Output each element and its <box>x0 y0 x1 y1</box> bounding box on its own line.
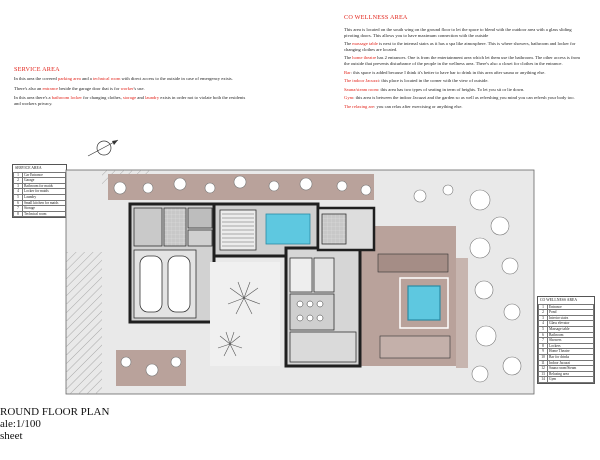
paragraph-text: and a <box>80 76 93 81</box>
legend-number: 5 <box>539 326 548 332</box>
description-paragraph <box>344 95 582 101</box>
lockers <box>314 258 334 292</box>
laundry-room <box>164 208 186 246</box>
legend-number: 14 <box>539 377 548 383</box>
description-paragraph <box>14 95 250 106</box>
highlighted-term: The indoor Jacuzzi <box>344 78 379 84</box>
maids-locker <box>188 208 212 228</box>
description-paragraph <box>344 27 582 38</box>
wellness-paragraphs <box>344 27 582 110</box>
legend-number: 7 <box>539 338 548 344</box>
plan-sheet: sheet <box>0 430 23 442</box>
wellness-heading: CO WELLNESS AREA <box>344 14 408 21</box>
legend-number: 12 <box>539 366 548 372</box>
highlighted-term: laundry <box>145 95 160 101</box>
floor-plan <box>60 166 540 398</box>
title-block <box>0 406 120 442</box>
description-paragraph <box>344 41 582 52</box>
paragraph-text: : this place is located in the corner with the view of outside. <box>378 78 489 84</box>
wellness-legend <box>537 296 595 384</box>
legend-row <box>14 211 66 217</box>
bathroom-wellness <box>322 214 346 244</box>
legend-label: Garage <box>23 178 66 184</box>
legend-number: 4 <box>539 321 548 327</box>
showers <box>290 258 312 292</box>
paragraph-text: : this area is between the indoor Jacuzzi and the garden so as well as refreshing you mind you can refresh your body too. <box>353 95 575 101</box>
paragraph-text: This area is located on the south wing on the ground floor to let the space to blend with the outdoor area with a glass sliding pivoting doors. This allows you to have maximum connection with the outside <box>344 27 572 38</box>
legend-number: 9 <box>539 349 548 355</box>
legend-number: 6 <box>539 332 548 338</box>
service-legend <box>12 164 67 218</box>
paragraph-text: exists in order not to violate both the residents and workers privacy. <box>14 95 246 106</box>
service-paragraphs <box>14 76 250 106</box>
legend-number: 2 <box>14 178 23 184</box>
plan-scale: ale:1/100 <box>0 418 41 430</box>
paragraph-text: In this area the covered <box>14 76 59 81</box>
description-paragraph <box>344 87 582 93</box>
legend-label: Laundry <box>23 194 66 200</box>
legend-label: Massage table <box>548 326 594 332</box>
north-arrow-icon <box>86 136 120 160</box>
legend-number: 1 <box>539 304 548 310</box>
legend-number: 3 <box>14 183 23 189</box>
storage-room <box>188 230 212 246</box>
description-paragraph <box>14 86 250 92</box>
highlighted-term: technical room <box>92 76 121 81</box>
central-garden <box>210 262 280 366</box>
legend-label: Interior stairs <box>548 315 594 321</box>
wellness-description <box>344 14 582 113</box>
gym-area <box>380 336 450 358</box>
home-theatre <box>290 332 356 362</box>
service-legend-title: SERVICE AREA <box>15 166 42 170</box>
legend-number: 8 <box>539 343 548 349</box>
paragraph-text: : this area has two types of seating in term of heights. To let you sit or lie down. <box>378 86 525 92</box>
highlighted-term: The relaxing are <box>344 103 375 109</box>
bar-counter <box>378 254 448 272</box>
car-right <box>168 256 190 312</box>
legend-label: Bathroom for maids <box>23 183 66 189</box>
paragraph-text: : you can relax after exercising or anything else. <box>374 103 463 109</box>
legend-label: Bathroom <box>548 332 594 338</box>
paragraph-text: : this space is added because I think it's better to have bar to drink in this area after sauna or anything else. <box>350 69 546 75</box>
legend-label: Relaxing area <box>548 371 594 377</box>
plan-title: ROUND FLOOR PLAN <box>0 406 110 418</box>
highlighted-term: Sauna/steam room <box>344 86 379 92</box>
legend-number: 13 <box>539 371 548 377</box>
legend-label: Gym <box>548 377 594 383</box>
pond <box>266 214 310 244</box>
legend-label: Sauna room/Steam <box>548 366 594 372</box>
paragraph-text: and <box>136 95 146 101</box>
paragraph-text: for changing clothes, <box>81 95 123 101</box>
highlighted-term: entrance <box>42 85 59 91</box>
legend-label: Showers <box>548 338 594 344</box>
highlighted-term: storage <box>122 95 137 101</box>
paragraph-text: The <box>344 41 353 47</box>
interior-stairs <box>220 210 256 250</box>
sauna-room <box>290 294 334 330</box>
legend-label: Glass elevator <box>548 321 594 327</box>
legend-number: 4 <box>14 189 23 195</box>
highlighted-term: parking area <box>58 76 81 81</box>
legend-number: 3 <box>539 315 548 321</box>
legend-label: Car Entrance <box>23 172 66 178</box>
legend-label: Locker for maids <box>23 189 66 195</box>
paragraph-text: with direct access to the outside in case of emergency exists. <box>120 76 233 81</box>
driveway-hatch <box>66 252 102 394</box>
highlighted-term: bathroom locker <box>51 95 82 101</box>
technical-room <box>134 208 162 246</box>
paragraph-text: beside the garage door that is for <box>58 85 121 91</box>
legend-label: Storage <box>23 206 66 212</box>
legend-label: Technical room <box>23 211 66 217</box>
legend-label: Indoor Jacuzzi <box>548 360 594 366</box>
legend-number: 1 <box>14 172 23 178</box>
service-description <box>14 66 250 110</box>
highlighted-term: worker <box>120 85 134 91</box>
legend-number: 2 <box>539 310 548 316</box>
description-paragraph <box>344 78 582 84</box>
indoor-jacuzzi <box>408 286 440 320</box>
paved-walk-right <box>456 258 468 368</box>
highlighted-term: massage table <box>352 41 378 47</box>
legend-number: 11 <box>539 360 548 366</box>
paragraph-text: is next to the internal stairs as it has a spa like atmosphere. This is where showers, bathroom and locker for changing clothes are located. <box>344 41 576 52</box>
legend-label: Bar for drinks <box>548 354 594 360</box>
legend-label: Pond <box>548 310 594 316</box>
paragraph-text: In this area there's a <box>14 95 52 101</box>
highlighted-term: Bar <box>344 69 351 75</box>
highlighted-term: Gym <box>344 95 354 101</box>
legend-number: 10 <box>539 354 548 360</box>
legend-number: 6 <box>14 200 23 206</box>
description-paragraph <box>14 76 250 82</box>
description-paragraph <box>344 70 582 76</box>
description-paragraph <box>344 55 582 66</box>
legend-number: 8 <box>14 211 23 217</box>
paragraph-text: There's also an <box>14 85 43 91</box>
legend-row <box>539 377 594 383</box>
car-left <box>140 256 162 312</box>
legend-label: Lockers <box>548 343 594 349</box>
service-heading: SERVICE AREA <box>14 66 60 73</box>
paragraph-text: The <box>344 55 353 61</box>
legend-label: Small kitchen for maids <box>23 200 66 206</box>
description-paragraph <box>344 104 582 110</box>
paragraph-text: 's use. <box>133 85 145 91</box>
paragraph-text: has 2 entrances. One is from the entertainment area which let them use the bathroom. The other access is from the outside that prevents disturbance of the people in the wellness area. There's also a closet for clothes in the entrance. <box>344 55 580 66</box>
wellness-legend-title: CO WELLNESS AREA <box>540 298 578 302</box>
highlighted-term: home theatre <box>352 55 377 61</box>
legend-label: Home Theatre <box>548 349 594 355</box>
legend-number: 7 <box>14 206 23 212</box>
legend-number: 5 <box>14 194 23 200</box>
legend-label: Entrance <box>548 304 594 310</box>
